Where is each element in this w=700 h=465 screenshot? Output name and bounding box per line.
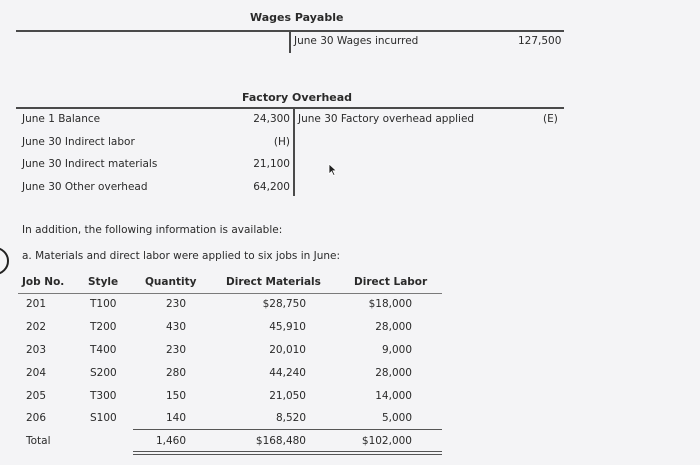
totals-rule <box>133 429 442 430</box>
direct-materials-cell: 21,050 <box>269 390 306 402</box>
direct-labor-cell: 14,000 <box>375 390 412 402</box>
fo-debit-amount-3: 21,100 <box>253 158 290 170</box>
total-quantity: 1,460 <box>155 435 186 447</box>
style-cell: S200 <box>90 367 117 379</box>
total-label: Total <box>26 435 51 447</box>
quantity-cell: 430 <box>165 321 186 333</box>
info-intro: In addition, the following information is available: <box>22 224 283 236</box>
style-cell: T400 <box>90 344 117 356</box>
direct-labor-cell: 28,000 <box>375 367 412 379</box>
table-header-direct-labor: Direct Labor <box>354 276 428 288</box>
fo-debit-amount-2: (H) <box>273 136 290 148</box>
wages-payable-title: Wages Payable <box>250 11 344 24</box>
job-no-cell: 206 <box>26 412 47 424</box>
quantity-cell: 230 <box>165 344 186 356</box>
direct-materials-cell: 20,010 <box>269 344 306 356</box>
direct-labor-cell: $18,000 <box>368 298 412 310</box>
style-cell: T100 <box>90 298 117 310</box>
factory-overhead-title: Factory Overhead <box>242 91 353 104</box>
table-header-direct-materials: Direct Materials <box>226 276 321 288</box>
style-cell: T200 <box>90 321 117 333</box>
style-cell: T300 <box>90 390 117 402</box>
table-header-job-no: Job No. <box>22 276 65 288</box>
fo-debit-amount-4: 64,200 <box>253 181 290 193</box>
fo-debit-label-2: June 30 Indirect labor <box>22 136 135 148</box>
info-item-a: a. Materials and direct labor were applied to six jobs in June: <box>22 250 341 262</box>
table-header-quantity: Quantity <box>145 276 197 288</box>
fo-credit-amount: (E) <box>543 113 558 125</box>
fo-debit-amount-1: 24,300 <box>253 113 290 125</box>
fo-debit-label-4: June 30 Other overhead <box>22 181 148 193</box>
wages-payable-credit-label: June 30 Wages incurred <box>294 35 419 47</box>
direct-materials-cell: 44,240 <box>269 367 306 379</box>
style-cell: S100 <box>90 412 117 424</box>
quantity-cell: 150 <box>165 390 186 402</box>
job-no-cell: 204 <box>26 367 47 379</box>
factory-overhead-divider <box>293 108 295 196</box>
job-no-cell: 205 <box>26 390 47 402</box>
factory-overhead-top-rule <box>16 107 564 109</box>
job-no-cell: 203 <box>26 344 47 356</box>
job-no-cell: 202 <box>26 321 47 333</box>
total-direct-materials: $168,480 <box>255 435 306 447</box>
total-direct-labor: $102,000 <box>361 435 412 447</box>
wages-payable-divider <box>289 31 291 53</box>
fo-debit-label-1: June 1 Balance <box>22 113 101 125</box>
direct-labor-cell: 5,000 <box>381 412 412 424</box>
wages-payable-credit-amount: 127,500 <box>518 35 562 47</box>
fo-debit-label-3: June 30 Indirect materials <box>22 158 158 170</box>
table-header-rule <box>18 293 442 294</box>
totals-double-rule-2 <box>133 454 442 455</box>
totals-double-rule-1 <box>133 451 442 452</box>
fo-credit-label: June 30 Factory overhead applied <box>298 113 475 125</box>
quantity-cell: 140 <box>165 412 186 424</box>
direct-materials-cell: 8,520 <box>275 412 306 424</box>
direct-materials-cell: 45,910 <box>269 321 306 333</box>
direct-labor-cell: 28,000 <box>375 321 412 333</box>
direct-materials-cell: $28,750 <box>262 298 306 310</box>
table-header-style: Style <box>88 276 119 288</box>
mouse-pointer-icon <box>328 163 338 177</box>
direct-labor-cell: 9,000 <box>381 344 412 356</box>
quantity-cell: 230 <box>165 298 186 310</box>
quantity-cell: 280 <box>165 367 186 379</box>
question-radio-icon[interactable] <box>0 244 12 278</box>
job-no-cell: 201 <box>26 298 47 310</box>
